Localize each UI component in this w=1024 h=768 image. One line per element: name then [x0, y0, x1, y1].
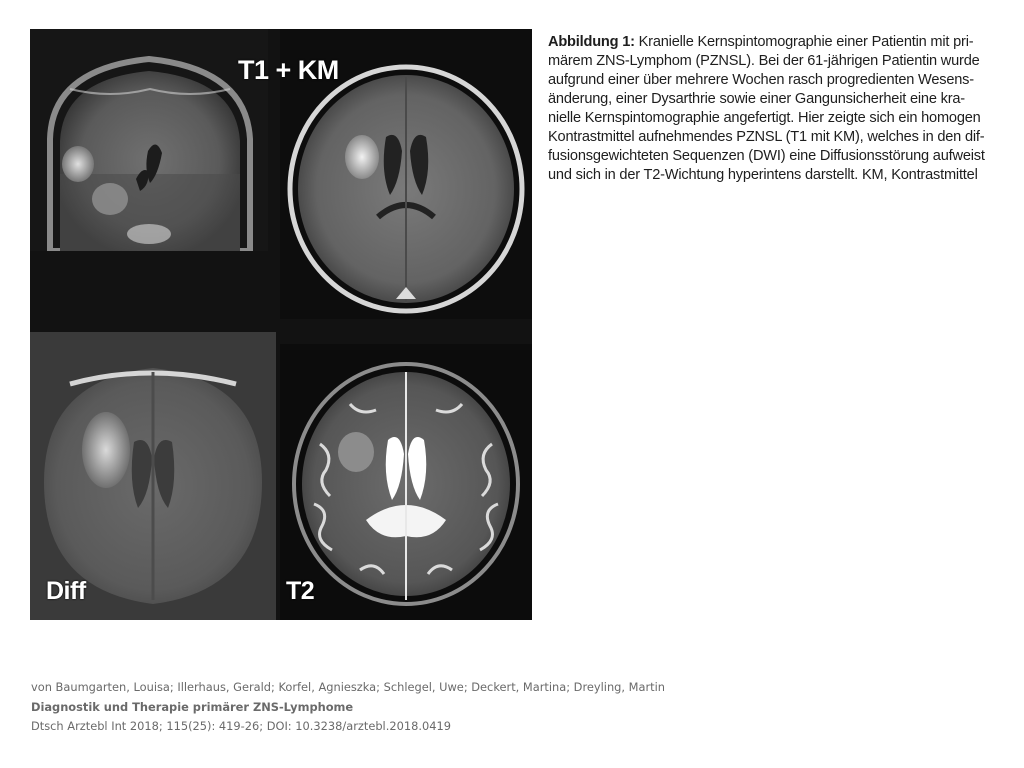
caption-line: fusionsgewichteten Sequenzen (DWI) eine Diffusionsstörung aufweist — [548, 148, 985, 164]
caption-line: und sich in der T2-Wichtung hyperintens darstellt. KM, Kontrastmittel — [548, 167, 978, 183]
caption-heading: Abbildung 1: — [548, 34, 635, 50]
citation-authors: von Baumgarten, Louisa; Illerhaus, Gerald; Korfel, Agnieszka; Schlegel, Uwe; Deckert, Martina; Dreyling, Martin — [31, 680, 665, 694]
caption-line: aufgrund einer über mehrere Wochen rasch progredienten Wesens- — [548, 72, 974, 88]
caption-line: nielle Kernspintomographie angefertigt. Hier zeigte sich ein homogen — [548, 110, 981, 126]
mri-coronal-t1-panel — [30, 29, 268, 251]
label-diffusion: Diff — [46, 577, 86, 605]
citation-reference: Dtsch Arztebl Int 2018; 115(25): 419-26; DOI: 10.3238/arztebl.2018.0419 — [31, 719, 451, 733]
caption-line: märem ZNS-Lymphom (PZNSL). Bei der 61-jährigen Patientin wurde — [548, 53, 980, 69]
citation-title: Diagnostik und Therapie primärer ZNS-Lymphome — [31, 699, 354, 714]
mri-figure — [30, 29, 532, 620]
caption-line: Kontrastmittel aufnehmendes PZNSL (T1 mit KM), welches in den dif- — [548, 129, 985, 145]
figure-caption — [548, 33, 998, 185]
caption-line: änderung, einer Dysarthrie sowie einer Gangunsicherheit eine kra- — [548, 91, 965, 107]
mri-t2-panel — [280, 344, 532, 620]
citation — [31, 678, 665, 737]
caption-text: Kranielle Kernspintomographie einer Patientin mit pri- — [638, 34, 974, 50]
mri-t2-image — [280, 344, 532, 620]
mri-coronal-t1-image — [30, 29, 268, 251]
label-t1-km: T1 + KM — [238, 55, 339, 85]
caption-line-1 — [548, 33, 998, 52]
label-t2: T2 — [286, 577, 315, 605]
